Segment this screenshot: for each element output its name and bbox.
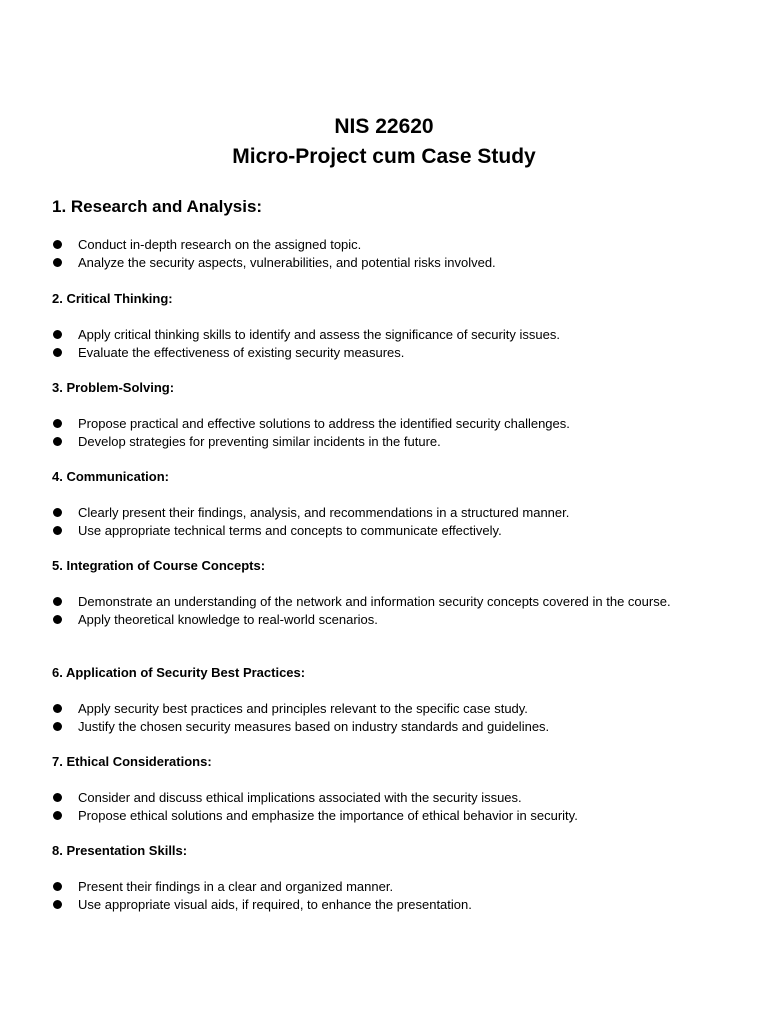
section-heading: 5. Integration of Course Concepts: — [52, 558, 266, 573]
bullet-list — [52, 504, 712, 540]
bullet-list — [52, 593, 712, 629]
bullet-dot-icon — [53, 704, 62, 713]
section-heading: 1. Research and Analysis: — [52, 197, 263, 216]
bullet-list — [52, 326, 712, 362]
bullet-dot-icon — [53, 348, 62, 357]
list-item: Demonstrate an understanding of the network and information security concepts covered in the course. — [52, 593, 712, 611]
list-item: Conduct in-depth research on the assigned topic. — [52, 236, 712, 254]
bullet-dot-icon — [53, 882, 62, 891]
section-heading: 3. Problem-Solving: — [52, 380, 175, 395]
section-communication — [52, 468, 712, 538]
list-item: Clearly present their findings, analysis, and recommendations in a structured manner. — [52, 504, 712, 522]
section-research-analysis — [52, 196, 712, 270]
bullet-list — [52, 415, 712, 451]
section-heading: 4. Communication: — [52, 469, 170, 484]
bullet-dot-icon — [53, 722, 62, 731]
list-item: Apply critical thinking skills to identify and assess the significance of security issues. — [52, 326, 712, 344]
document-title-line-1: NIS 22620 — [334, 115, 434, 138]
bullet-dot-icon — [53, 508, 62, 517]
bullet-dot-icon — [53, 615, 62, 624]
list-item: Propose practical and effective solutions to address the identified security challenges. — [52, 415, 712, 433]
bullet-list — [52, 236, 712, 272]
list-item: Use appropriate visual aids, if required, to enhance the presentation. — [52, 896, 712, 914]
bullet-dot-icon — [53, 900, 62, 909]
list-item: Present their findings in a clear and organized manner. — [52, 878, 712, 896]
bullet-dot-icon — [53, 811, 62, 820]
bullet-dot-icon — [53, 330, 62, 339]
document-title-line-2: Micro-Project cum Case Study — [232, 145, 536, 168]
section-problem-solving — [52, 379, 712, 449]
section-integration-course-concepts — [52, 557, 712, 627]
section-ethical-considerations — [52, 753, 712, 823]
bullet-dot-icon — [53, 437, 62, 446]
bullet-dot-icon — [53, 258, 62, 267]
list-item: Evaluate the effectiveness of existing security measures. — [52, 344, 712, 362]
bullet-dot-icon — [53, 240, 62, 249]
bullet-dot-icon — [53, 526, 62, 535]
bullet-list — [52, 789, 712, 825]
section-critical-thinking — [52, 290, 712, 360]
section-security-best-practices — [52, 664, 712, 734]
list-item: Develop strategies for preventing similar incidents in the future. — [52, 433, 712, 451]
list-item: Consider and discuss ethical implications associated with the security issues. — [52, 789, 712, 807]
list-item: Apply theoretical knowledge to real-world scenarios. — [52, 611, 712, 629]
list-item: Justify the chosen security measures based on industry standards and guidelines. — [52, 718, 712, 736]
bullet-dot-icon — [53, 793, 62, 802]
bullet-list — [52, 878, 712, 914]
bullet-dot-icon — [53, 597, 62, 606]
section-heading: 6. Application of Security Best Practices: — [52, 665, 306, 680]
section-heading: 2. Critical Thinking: — [52, 291, 173, 306]
bullet-list — [52, 700, 712, 736]
list-item: Analyze the security aspects, vulnerabilities, and potential risks involved. — [52, 254, 712, 272]
section-presentation-skills — [52, 842, 712, 912]
bullet-dot-icon — [53, 419, 62, 428]
section-heading: 8. Presentation Skills: — [52, 843, 188, 858]
section-heading: 7. Ethical Considerations: — [52, 754, 212, 769]
list-item: Propose ethical solutions and emphasize the importance of ethical behavior in security. — [52, 807, 712, 825]
list-item: Use appropriate technical terms and concepts to communicate effectively. — [52, 522, 712, 540]
list-item: Apply security best practices and principles relevant to the specific case study. — [52, 700, 712, 718]
